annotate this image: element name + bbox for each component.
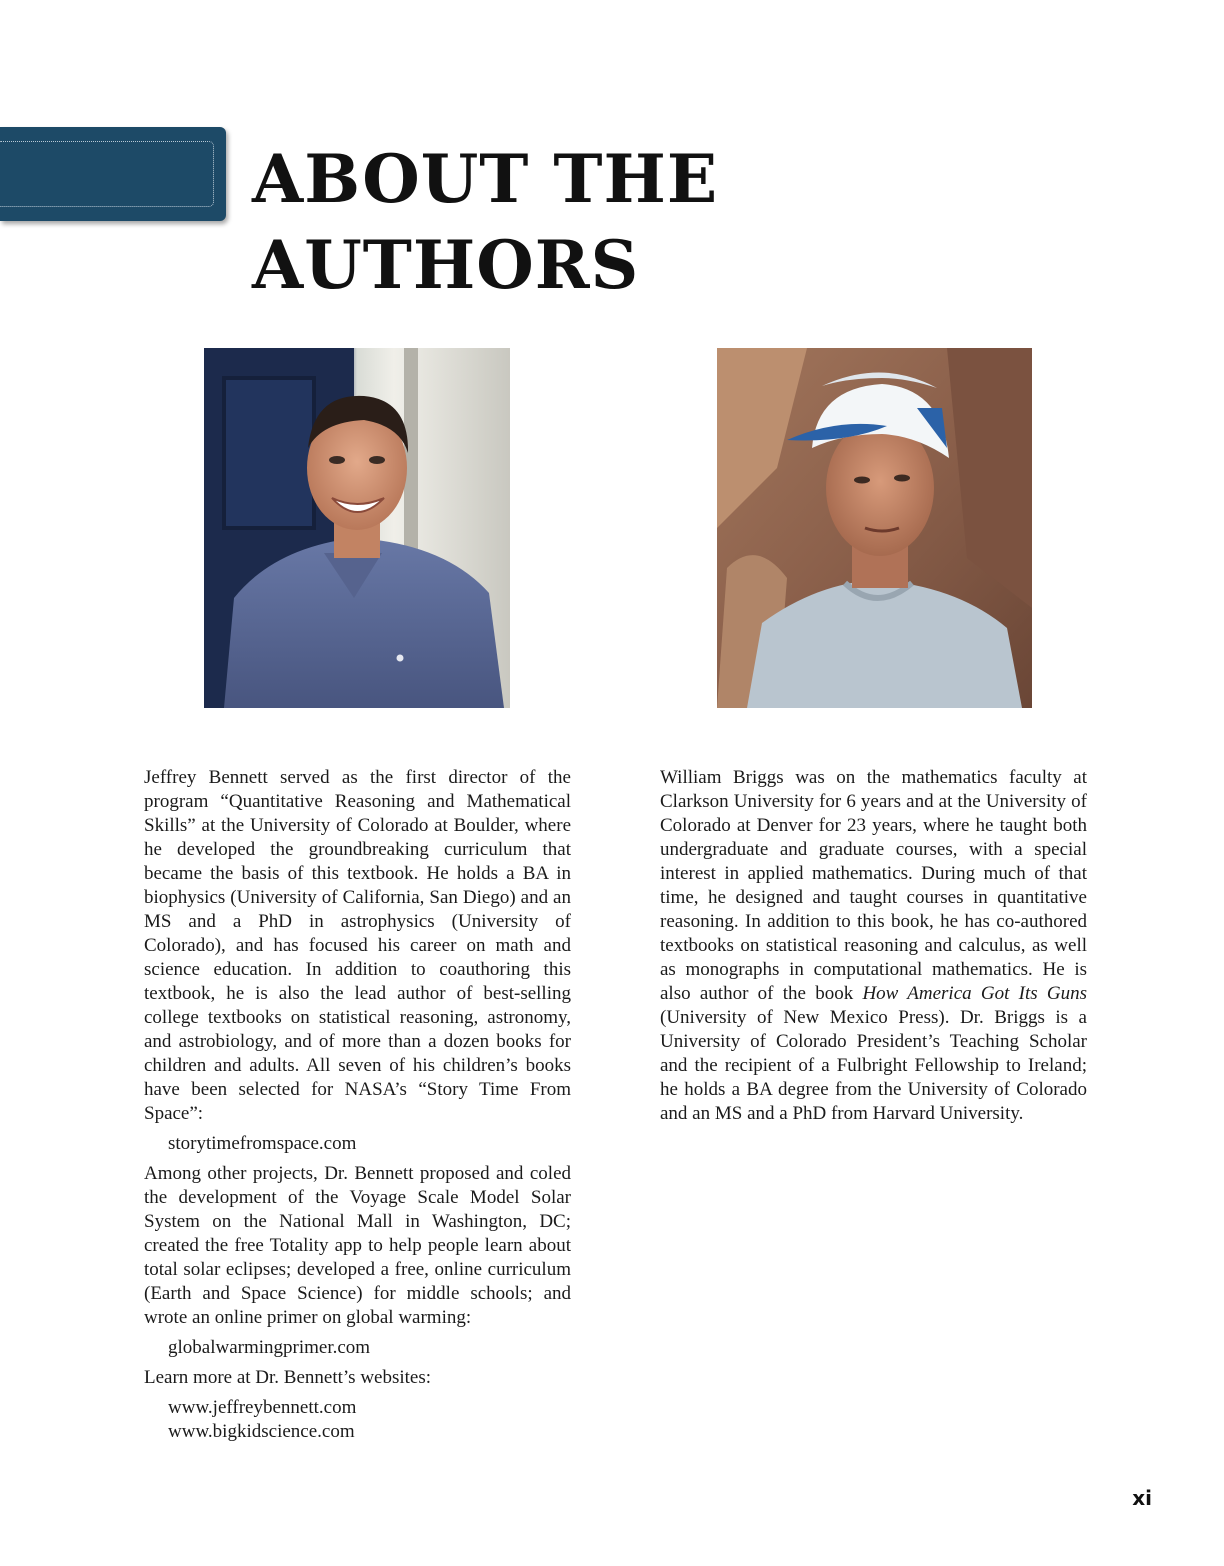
page-number: xi [1132, 1486, 1152, 1510]
bio-briggs-paragraph [660, 766, 1087, 1126]
bio-briggs-text-after: (University of New Mexico Press). Dr. Briggs is a University of Colorado President’s Teaching Scholar and the recipient of a Fulbright Fellowship to Ireland; he holds a BA degree from the University of Colorado and an MS and a PhD from Harvard University. [660, 1007, 1087, 1124]
tab-stitch-border [0, 141, 214, 207]
bio-bennett-paragraph-3: Learn more at Dr. Bennett’s websites: [144, 1367, 432, 1388]
link-jeffreybennett[interactable]: www.jeffreybennett.com [168, 1397, 357, 1418]
bio-briggs-text-before: William Briggs was on the mathematics faculty at Clarkson University for 6 years and at the University of Colorado at Denver for 23 years, where he taught both undergraduate and graduate courses, with a special interest in applied mathematics. During much of that time, he designed and taught courses in quantitative reasoning. In addition to this book, he has co-authored textbooks on statistical reasoning and calculus, as well as monographs in computational mathematics. He is also author of the book [660, 767, 1087, 1004]
bio-bennett-paragraph-2: Among other projects, Dr. Bennett proposed and coled the development of the Voyage Scale Model Solar System on the National Mall in Washington, DC; created the free Totality app to help people learn about total solar eclipses; developed a free, online curriculum (Earth and Space Science) for middle schools; and wrote an online primer on global warming: [144, 1163, 571, 1328]
book-title: How America Got Its Guns [862, 983, 1087, 1004]
link-storytimefromspace[interactable]: storytimefromspace.com [168, 1133, 357, 1154]
chapter-tab-decoration [0, 127, 226, 221]
author-photo-bennett [204, 348, 510, 708]
bennett-website-list [144, 1396, 571, 1444]
bio-bennett-paragraph-1: Jeffrey Bennett served as the first director of the program “Quantitative Reasoning and Mathematical Skills” at the University of Colorado at Boulder, where he developed the groundbreaking curriculum that became the basis of this textbook. He holds a BA in biophysics (University of California, San Diego) and an MS and a PhD in astrophysics (University of Colorado), and has focused his career on math and science education. In addition to coauthoring this textbook, he is also the lead author of best-selling college textbooks on statistical reasoning, astronomy, and astrobiology, and of more than a dozen books for children and adults. All seven of his children’s books have been selected for NASA’s “Story Time From Space”: [144, 767, 571, 1124]
bio-bennett [144, 766, 571, 1444]
page-title: ABOUT THE AUTHORS [252, 140, 719, 304]
link-globalwarmingprimer[interactable]: globalwarmingprimer.com [168, 1337, 371, 1358]
link-bigkidscience[interactable]: www.bigkidscience.com [168, 1421, 355, 1442]
author-photo-briggs [717, 348, 1032, 708]
bio-briggs [660, 766, 1087, 1126]
